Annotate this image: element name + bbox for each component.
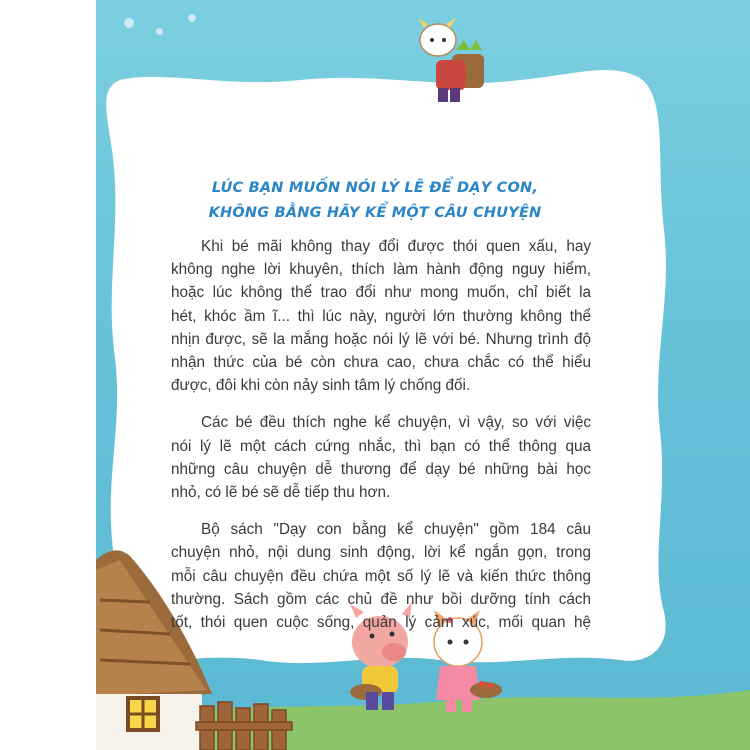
text-line: Khi bé mãi không thay đổi được thói quen xấu, hay bbox=[201, 238, 591, 255]
text-line: nhỏ, có lẽ bé sẽ dễ tiếp thu hơn. bbox=[171, 484, 391, 502]
text-line: chuyện nhỏ, nội dung sinh động, lời kể ngắn gọn, trong bbox=[171, 544, 591, 562]
text-line: nói lý lẽ một cách cứng nhắc, thì bạn có thể thông qua bbox=[171, 437, 591, 455]
text-line: hét, khóc ầm ĩ... thì lúc này, người lớn thường không thể bbox=[171, 307, 591, 325]
body-text bbox=[171, 235, 591, 648]
text-line: nhịn được, sẽ la mắng hoặc nói lý lẽ với bé. Nhưng trình độ bbox=[171, 330, 591, 348]
text-line: được, đôi khi còn nảy sinh tâm lý chống đối. bbox=[171, 377, 471, 395]
text-line: thường. Sách gồm các chủ đề như bồi dưỡng tính cách bbox=[171, 590, 591, 608]
text-line: mỗi câu chuyện đều chứa một số lý lẽ và kiến thức thông bbox=[171, 567, 591, 585]
paragraph-3 bbox=[171, 518, 591, 634]
text-line: nhận thức của bé còn chưa cao, chưa chắc có thể hiểu bbox=[171, 354, 591, 372]
heading-line-2: KHÔNG BẰNG HÃY KỂ MỘT CÂU CHUYỆN bbox=[208, 205, 542, 221]
heading-line-1: LÚC BẠN MUỐN NÓI LÝ LẼ ĐỂ DẠY CON, bbox=[211, 180, 539, 196]
text-line: Các bé đều thích nghe kể chuyện, vì vậy, so với việc bbox=[201, 414, 591, 432]
paragraph-2 bbox=[171, 411, 591, 504]
page-heading bbox=[150, 176, 600, 226]
text-line: những câu chuyện dễ thương để dạy bé những bài học bbox=[171, 460, 591, 478]
text-line: hoặc lúc không thể trao đổi như mong muốn, chỉ biết la bbox=[171, 284, 591, 302]
text-line: không nghe lời khuyên, thích làm hành động nguy hiểm, bbox=[171, 261, 591, 279]
text-line: tốt, thói quen cuộc sống, quản lý cảm xúc, mối quan hệ bbox=[171, 614, 591, 632]
paragraph-1 bbox=[171, 235, 591, 397]
text-line: Bộ sách "Dạy con bằng kể chuyện" gồm 184 câu bbox=[201, 521, 591, 539]
